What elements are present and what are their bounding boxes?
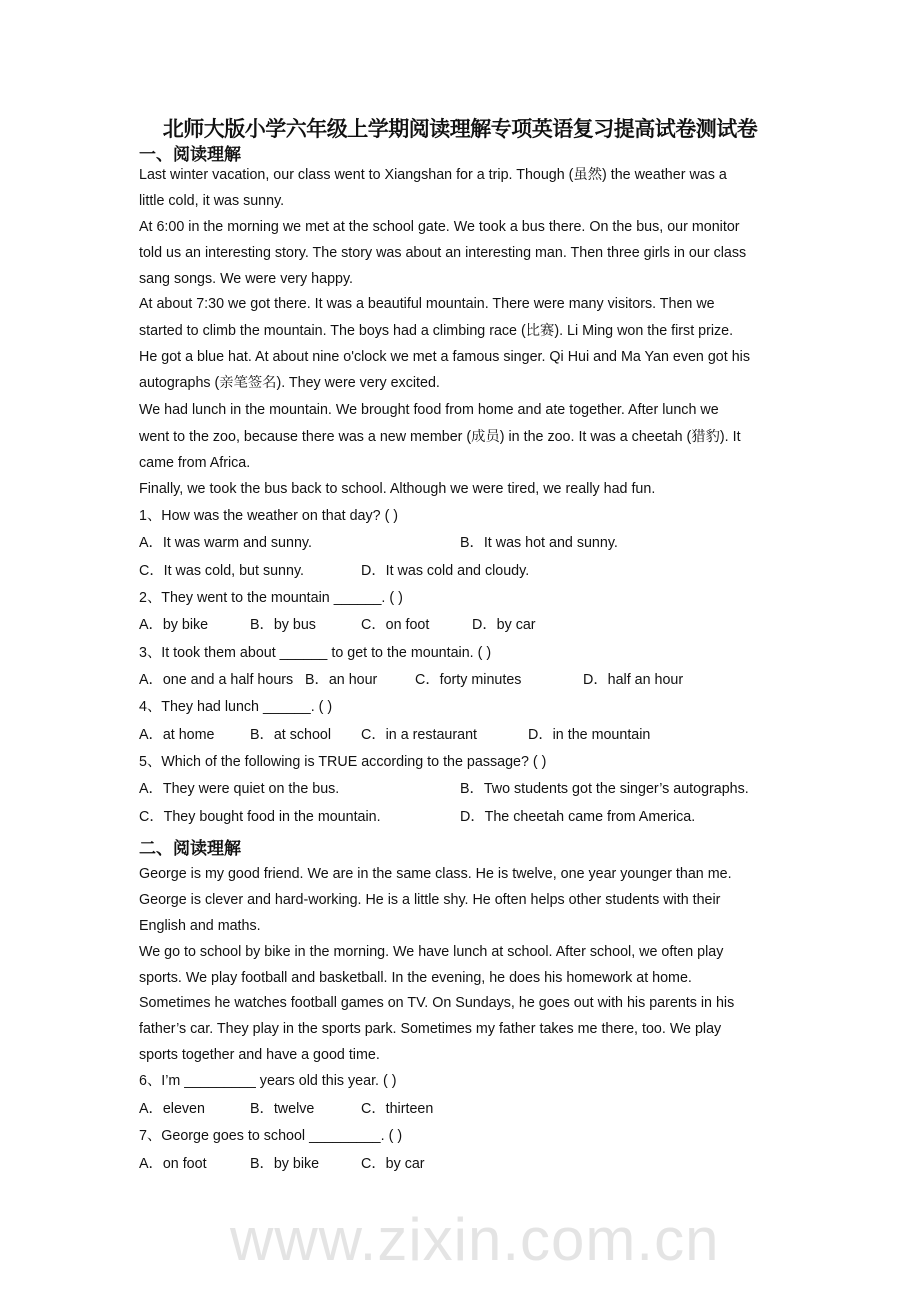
passage-line: We had lunch in the mountain. We brought food from home and ate together. After lunch we [139,402,719,418]
answer-option: B．twelve [250,1101,315,1117]
answer-option: C．They bought food in the mountain. [139,809,381,825]
answer-option: A．They were quiet on the bus. [139,781,340,797]
passage-line: father’s car. They play in the sports park. Sometimes my father takes me there, too. We play [139,1021,722,1037]
passage-line: sports together and have a good time. [139,1047,380,1063]
answer-option: A．by bike [139,617,209,633]
passage-line: came from Africa. [139,455,251,471]
answer-option: D．It was cold and cloudy. [361,563,530,579]
answer-option: C．in a restaurant [361,727,478,743]
passage-line: sang songs. We were very happy. [139,271,354,287]
answer-option: B．by bus [250,617,316,633]
answer-option: C．thirteen [361,1101,434,1117]
question-text: 7、George goes to school _________. ( ) [139,1128,403,1144]
passage-line: started to climb the mountain. The boys had a climbing race (比赛). Li Ming won the first prize. [139,323,734,339]
passage-line: Sometimes he watches football games on TV. On Sundays, he goes out with his parents in his [139,995,735,1011]
answer-option: B．Two students got the singer’s autographs. [460,781,749,797]
answer-option: B．It was hot and sunny. [460,535,618,551]
question-text: 1、How was the weather on that day? ( ) [139,508,399,524]
passage-line: went to the zoo, because there was a new member (成员) in the zoo. It was a cheetah (猎豹). It [139,429,741,445]
passage-line: He got a blue hat. At about nine o'clock we met a famous singer. Qi Hui and Ma Yan even got his [139,349,750,365]
passage-line: autographs (亲笔签名). They were very excited. [139,375,440,391]
passage-line: George is my good friend. We are in the same class. He is twelve, one year younger than me. [139,866,732,882]
answer-option: C．by car [361,1156,425,1172]
document-title: 北师大版小学六年级上学期阅读理解专项英语复习提高试卷测试卷 [162,117,758,141]
question-text: 4、They had lunch ______. ( ) [139,699,333,715]
passage-line: little cold, it was sunny. [139,193,285,209]
answer-option: A．at home [139,727,215,743]
answer-option: D．by car [472,617,536,633]
answer-option: B．by bike [250,1156,320,1172]
question-text: 6、I’m _________ years old this year. ( ) [139,1073,397,1089]
answer-option: A．on foot [139,1156,207,1172]
section-heading: 一、阅读理解 [139,145,241,165]
passage-line: told us an interesting story. The story was about an interesting man. Then three girls in our class [139,245,747,261]
passage-line: George is clever and hard-working. He is a little shy. He often helps other students with their [139,892,721,908]
watermark: www.zixin.com.cn [230,1206,720,1273]
answer-option: A．one and a half hours [139,672,294,688]
answer-option: A．It was warm and sunny. [139,535,312,551]
passage-line: sports. We play football and basketball. In the evening, he does his homework at home. [139,970,692,986]
answer-option: B．an hour [305,672,378,688]
answer-option: B．at school [250,727,332,743]
passage-line: English and maths. [139,918,261,934]
passage-line: We go to school by bike in the morning. We have lunch at school. After school, we often play [139,944,724,960]
answer-option: D．The cheetah came from America. [460,809,696,825]
passage-line: Finally, we took the bus back to school. Although we were tired, we really had fun. [139,481,656,497]
answer-option: C．forty minutes [415,672,522,688]
question-text: 2、They went to the mountain ______. ( ) [139,590,403,606]
answer-option: D．half an hour [583,672,684,688]
answer-option: C．on foot [361,617,430,633]
question-text: 5、Which of the following is TRUE according to the passage? ( ) [139,754,547,770]
answer-option: C．It was cold, but sunny. [139,563,305,579]
answer-option: A．eleven [139,1101,205,1117]
passage-line: Last winter vacation, our class went to Xiangshan for a trip. Though (虽然) the weather was a [139,167,727,183]
question-text: 3、It took them about ______ to get to the mountain. ( ) [139,645,492,661]
passage-line: At 6:00 in the morning we met at the school gate. We took a bus there. On the bus, our monitor [139,219,740,235]
passage-line: At about 7:30 we got there. It was a beautiful mountain. There were many visitors. Then we [139,296,715,312]
answer-option: D．in the mountain [528,727,651,743]
section-heading: 二、阅读理解 [139,839,241,859]
